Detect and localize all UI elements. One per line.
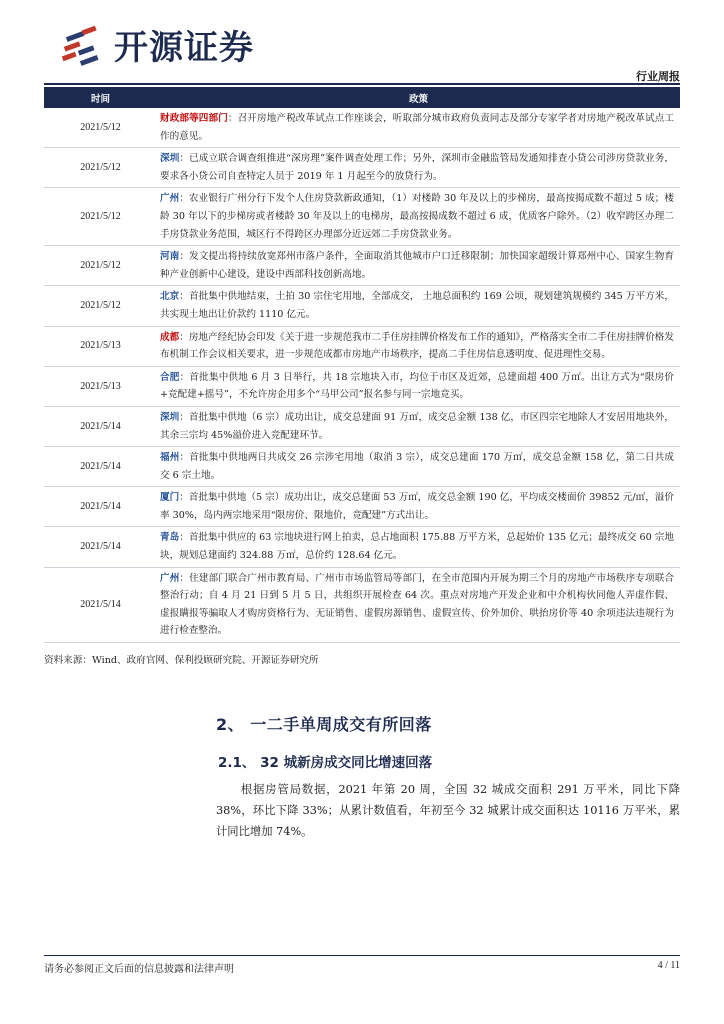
row-date: 2021/5/13 (44, 326, 157, 366)
section-title: 一二手单周成交有所回落 (250, 715, 432, 734)
row-policy-text: ：发文提出将持续放宽郑州市落户条件，全面取消其他城市户口迁移限制；加快国家超级计算郑州中心、国家生物育种产业创新中心建设，建设中西部科技创新高地。 (160, 251, 675, 280)
brand-logo (60, 24, 320, 74)
row-policy (157, 406, 680, 446)
row-policy-text: ：首批集中供地两日共成交 26 宗涉宅用地（取消 3 宗），成交总建面 170 万㎡，成交总金额 158 亿，第二日共成交 6 宗土地。 (160, 452, 675, 481)
row-date: 2021/5/13 (44, 366, 157, 406)
row-policy (157, 188, 680, 246)
table-row (44, 406, 680, 446)
footer-disclaimer: 请务必参阅正文后面的信息披露和法律声明 (44, 964, 234, 975)
row-policy (157, 108, 680, 148)
row-city: 厦门 (160, 492, 180, 504)
column-header-date: 时间 (44, 87, 157, 108)
header-divider (44, 83, 680, 85)
row-city: 财政部等四部门 (160, 113, 228, 124)
row-city: 广州 (160, 572, 180, 584)
row-city: 深圳 (160, 411, 180, 423)
subsection-number: 2.1、 (218, 755, 256, 771)
row-policy (157, 487, 680, 527)
row-date: 2021/5/12 (44, 246, 157, 286)
row-policy-text: ：召开房地产税改革试点工作座谈会，听取部分城市政府负责同志及部分专家学者对房地产税改革试点工作的意见。 (160, 113, 675, 142)
row-city: 合肥 (160, 371, 180, 383)
table-row (44, 286, 680, 326)
row-policy-text: ：农业银行广州分行下发个人住房贷款新政通知，（1）对楼龄 30 年及以上的步梯房，最高按揭成数不超过 5 成；楼龄 30 年以下的步梯房或者楼龄 30 年及以上的电梯房，最高按揭成数不超过 6 成，优质客户除外。（2）收窄跨区办理二手房贷款业务范围，城区行不得跨区办理部分近远郊二手房贷款业务。 (160, 193, 675, 240)
table-row (44, 188, 680, 246)
subsection-heading (218, 751, 432, 771)
row-policy-text: ：首批集中供地（6 宗）成功出让，成交总建面 91 万㎡，成交总金额 138 亿，市区四宗宅地除人才安居用地块外，其余三宗均 45%溢价进入竞配建环节。 (160, 411, 674, 441)
table-row (44, 108, 680, 148)
row-policy (157, 527, 680, 567)
row-date: 2021/5/14 (44, 527, 157, 567)
row-policy-text: ：首批集中供地（5 宗）成功出让，成交总建面 53 万㎡，成交总金额 190 亿，平均成交楼面价 39852 元/㎡，溢价率 30%，岛内两宗地采用“限房价、限地价，竞配建”方式出让。 (160, 492, 674, 521)
table-row (44, 527, 680, 567)
policy-table (44, 87, 680, 643)
row-policy (157, 326, 680, 366)
brand-name: 开源证券 (114, 28, 254, 68)
table-row (44, 366, 680, 406)
row-date: 2021/5/14 (44, 487, 157, 527)
row-policy (157, 286, 680, 326)
row-policy (157, 366, 680, 406)
row-policy-text: ：住建部门联合广州市教育局、广州市市场监管局等部门，在全市范围内开展为期三个月的房地产市场秩序专项联合整治行动；自 4 月 21 日到 5 月 5 日，共组织开展检查 64 次。重点对房地产开发企业和中介机构伙同他人弄虚作假、虚报瞒报等骗取人才购房资格行为、无证销售、虚假房源销售、虚假宣传、价外加价、哄抬房价等 40 余项违法违规行为进行检查整治。 (160, 572, 675, 637)
brand-logo-icon (60, 24, 104, 72)
body-paragraph: 根据房管局数据，2021 年第 20 周，全国 32 城成交面积 291 万平米，同比下降 38%，环比下降 33%；从累计数值看，年初至今 32 城累计成交面积达 10116 万平米，累计同比增加 74%。 (216, 783, 680, 838)
table-row (44, 487, 680, 527)
subsection-title: 32 城新房成交同比增速回落 (260, 755, 433, 771)
row-policy-text: ：首批集中供应的 63 宗地块进行网上拍卖，总占地面积 175.88 万平方米，总起始价 135 亿元；最终成交 60 宗地块，规划总建面约 324.88 万㎡，总价约 128.64 亿元。 (160, 532, 674, 562)
row-policy (157, 246, 680, 286)
row-date: 2021/5/12 (44, 286, 157, 326)
page-number: 4 / 11 (657, 960, 680, 971)
row-policy-text: ：房地产经纪协会印发《关于进一步规范我市二手住房挂牌价格发布工作的通知》，严格落实全市二手住房挂牌价格发布机制工作会议相关要求，进一步规范成都市房地产市场秩序，提高二手住房信息透明度、促进理性交易。 (160, 331, 674, 361)
row-date: 2021/5/12 (44, 188, 157, 246)
row-policy (157, 148, 680, 188)
row-date: 2021/5/14 (44, 447, 157, 487)
footer-divider (44, 955, 680, 956)
report-type-label: 行业周报 (636, 70, 680, 83)
column-header-policy: 政策 (157, 87, 680, 108)
row-policy (157, 567, 680, 642)
section-heading (216, 712, 432, 735)
table-row (44, 246, 680, 286)
policy-table-body (44, 108, 680, 643)
row-city: 深圳 (160, 153, 180, 165)
row-date: 2021/5/12 (44, 148, 157, 188)
row-date: 2021/5/12 (44, 108, 157, 148)
row-city: 河南 (160, 251, 180, 263)
table-header-row (44, 87, 680, 108)
table-row (44, 447, 680, 487)
row-date: 2021/5/14 (44, 406, 157, 446)
table-row (44, 326, 680, 366)
page-header (44, 14, 680, 84)
source-note: 资料来源：Wind、政府官网、保利投顾研究院、开源证券研究所 (44, 655, 319, 666)
row-policy-text: ：首批集中供地 6 月 3 日举行，共 18 宗地块入市，均位于市区及近郊，总建面超 400 万㎡。出让方式为“限房价+竞配建+摇号”，不允许房企用多个“马甲公司”报名参与同一宗地竞买。 (160, 371, 674, 401)
row-policy (157, 447, 680, 487)
table-row (44, 567, 680, 642)
row-policy-text: ：已成立联合调查组推进“深房理”案件调查处理工作；另外，深圳市金融监管局发通知排查小贷公司涉房贷款业务，要求各小贷公司自查特定人员于 2019 年 1 月起至今的放贷行为。 (160, 153, 674, 182)
row-city: 青岛 (160, 532, 180, 544)
row-city: 福州 (160, 452, 180, 464)
row-policy-text: ：首批集中供地结束，土拍 30 宗住宅用地，全部成交， 土地总面积约 169 公顷，规划建筑规模约 345 万平方米，共实现土地出让价款约 1110 亿元。 (160, 291, 675, 320)
row-city: 广州 (160, 193, 180, 205)
row-city: 成都 (160, 331, 180, 343)
row-city: 北京 (160, 291, 180, 303)
table-row (44, 148, 680, 188)
section-number: 2、 (216, 715, 245, 734)
row-date: 2021/5/14 (44, 567, 157, 642)
